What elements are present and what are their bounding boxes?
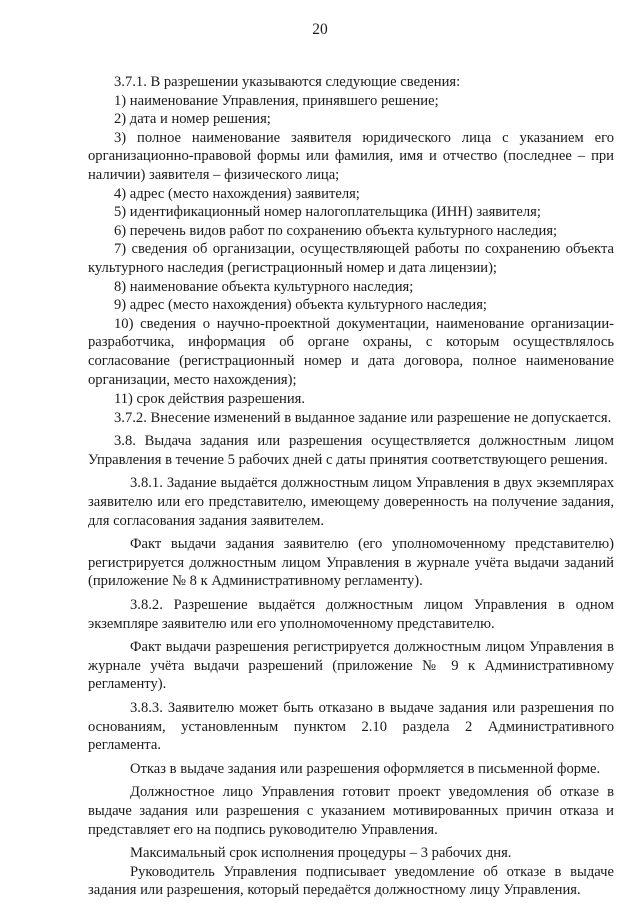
list-item-9: 9) адрес (место нахождения) объекта культурного наследия; [114, 297, 487, 314]
list-item-10: 10) сведения о научно-проектной документации, наименование организации-разработчика, информация об органе охраны, с которым осуществлялось согласование (регистрационный номер и дата договора, полное наименование организации, место нахождения); [88, 315, 614, 388]
list-item-2: 2) дата и номер решения; [114, 111, 271, 128]
paragraph-max-duration: Максимальный срок исполнения процедуры – 3 рабочих дня. [130, 845, 512, 862]
paragraph-head-signs: Руководитель Управления подписывает уведомление об отказе в выдаче задания или разрешения, который передаётся должностному лицу Управления. [88, 863, 614, 899]
paragraph-permit-registration: Факт выдачи разрешения регистрируется должностным лицом Управления в журнале учёта выдачи разрешений (приложение № 9 к Административному регламенту). [88, 639, 614, 693]
document-body [88, 73, 614, 900]
list-item-6: 6) перечень видов работ по сохранению объекта культурного наследия; [114, 222, 558, 239]
list-item-11: 11) срок действия разрешения. [114, 391, 306, 408]
list-item-4: 4) адрес (место нахождения) заявителя; [114, 185, 360, 202]
paragraph-3-8-1: 3.8.1. Задание выдаётся должностным лицом Управления в двух экземплярах заявителю или его представителю, имеющему доверенность на получение задания, для согласования задания заявителем. [88, 475, 614, 529]
list-item-7: 7) сведения об организации, осуществляющей работы по сохранению объекта культурного наследия (регистрационный номер и дата лицензии); [88, 241, 614, 276]
list-item-3: 3) полное наименование заявителя юридического лица с указанием его организационно-правовой формы или фамилия, имя и отчество (последнее – при наличии) заявителя – физического лица; [88, 129, 614, 183]
list-item-1: 1) наименование Управления, принявшего решение; [114, 92, 439, 109]
paragraph-3-8: 3.8. Выдача задания или разрешения осуществляется должностным лицом Управления в течение 5 рабочих дней с даты принятия соответствующего решения. [88, 433, 614, 468]
paragraph-refusal-form: Отказ в выдаче задания или разрешения оформляется в письменной форме. [130, 760, 601, 777]
paragraph-refusal-draft: Должностное лицо Управления готовит проект уведомления об отказе в выдаче задания или разрешения с указанием мотивированных причин отказа и представляет его на подпись руководителю Управления. [88, 784, 614, 838]
list-item-5: 5) идентификационный номер налогоплательщика (ИНН) заявителя; [114, 204, 541, 221]
paragraph-3-7-1: 3.7.1. В разрешении указываются следующие сведения: [114, 74, 461, 90]
paragraph-task-registration: Факт выдачи задания заявителю (его уполномоченному представителю) регистрируется должностным лицом Управления в журнале учёта выдачи заданий (приложение № 8 к Административному регламенту). [88, 536, 614, 590]
paragraph-3-8-2: 3.8.2. Разрешение выдаётся должностным лицом Управления в одном экземпляре заявителю или его уполномоченному представителю. [88, 597, 614, 632]
paragraph-3-8-3: 3.8.3. Заявителю может быть отказано в выдаче задания или разрешения по основаниям, установленным пунктом 2.10 раздела 2 Административного регламента. [88, 700, 614, 754]
list-item-8: 8) наименование объекта культурного наследия; [114, 278, 414, 295]
paragraph-3-7-2: 3.7.2. Внесение изменений в выданное задание или разрешение не допускается. [114, 409, 612, 426]
page-number: 20 [312, 21, 328, 38]
